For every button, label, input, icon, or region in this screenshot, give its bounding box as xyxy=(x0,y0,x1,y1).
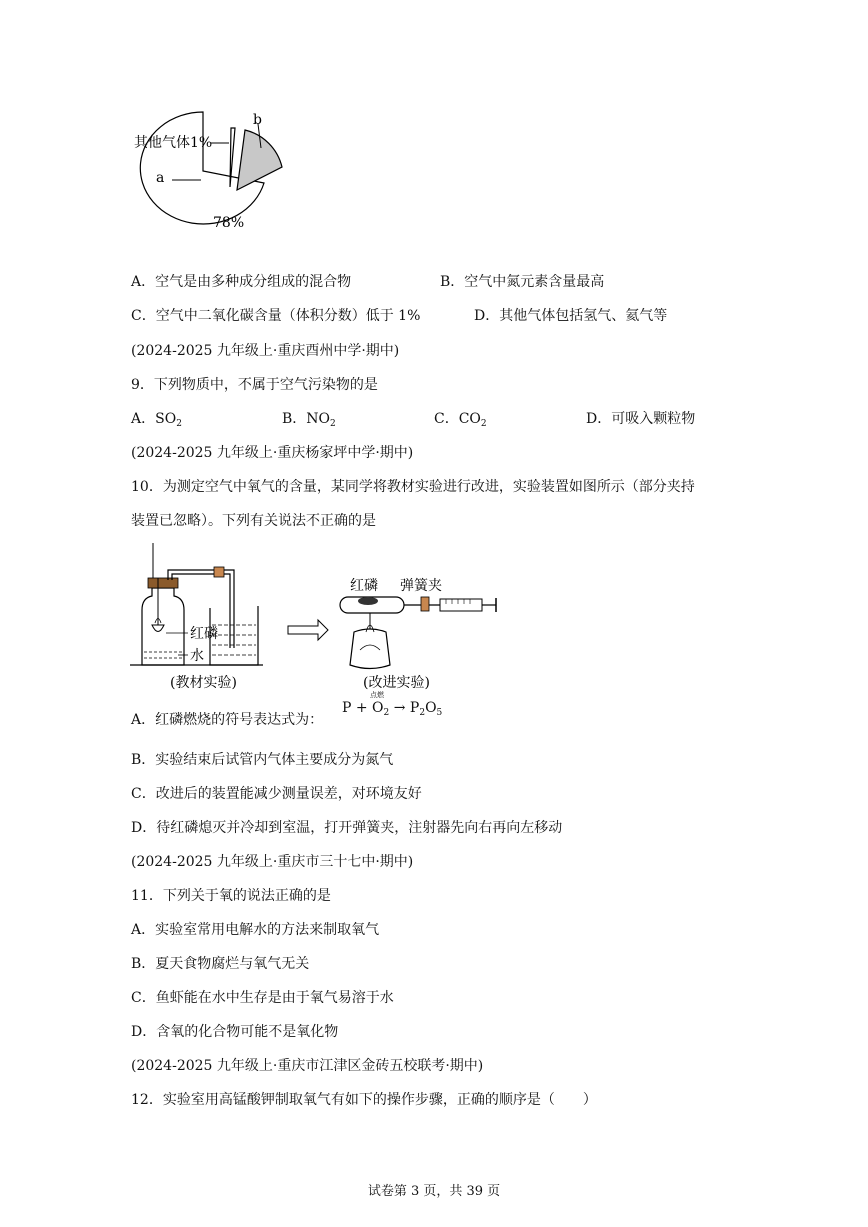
q11-option-d[interactable]: D．含氧的化合物可能不是氧化物 xyxy=(131,1024,339,1040)
pie-label-a: a xyxy=(156,170,165,186)
q8-option-a[interactable]: A．空气是由多种成分组成的混合物 xyxy=(131,274,352,290)
q10-source: (2024-2025 九年级上·重庆杨家坪中学·期中) xyxy=(131,445,414,461)
q9-option-c[interactable]: C．$CO_2$ xyxy=(434,411,487,429)
fig-label-water: 水 xyxy=(190,648,204,664)
q12-stem: 12．实验室用高锰酸钾制取氧气有如下的操作步骤，正确的顺序是（ ） xyxy=(131,1092,597,1108)
q10-option-b[interactable]: B．实验结束后试管内气体主要成分为氮气 xyxy=(131,752,394,768)
fig-caption-textbook: (教材实验) xyxy=(170,675,237,691)
page-footer: 试卷第 3 页，共 39 页 xyxy=(367,1184,501,1199)
fig-label-red-phosphorus-left: 红磷 xyxy=(190,626,218,642)
fig-label-red-phosphorus-right: 红磷 xyxy=(350,578,378,594)
q10-stem-line1: 10．为测定空气中氧气的含量，某同学将教材实验进行改进，实验装置如图所示（部分夹持 xyxy=(131,479,695,495)
q11-source: (2024-2025 九年级上·重庆市三十七中·期中) xyxy=(131,854,414,870)
fig-label-spring-clip: 弹簧夹 xyxy=(400,578,442,594)
q10-stem-line2: 装置已忽略）。下列有关说法不正确的是 xyxy=(131,513,376,529)
experiment-apparatus-figure xyxy=(128,540,508,695)
q8-option-c[interactable]: C．空气中二氧化碳含量（体积分数）低于 1% xyxy=(131,308,421,324)
q9-option-b[interactable]: B．$NO_2$ xyxy=(282,411,336,429)
q11-option-a[interactable]: A．实验室常用电解水的方法来制取氧气 xyxy=(131,922,380,938)
q11-option-b[interactable]: B．夏天食物腐烂与氧气无关 xyxy=(131,956,310,972)
pie-label-other: 其他气体1% xyxy=(134,135,213,151)
q8-option-b[interactable]: B．空气中氮元素含量最高 xyxy=(440,274,605,290)
combustion-equation: 点燃 $P + O_2 \to P_2O_5$ xyxy=(342,691,443,718)
q10-option-c[interactable]: C．改进后的装置能减少测量误差，对环境友好 xyxy=(131,786,422,802)
q9-option-a[interactable]: A．$SO_2$ xyxy=(131,411,182,429)
q9-stem: 9．下列物质中，不属于空气污染物的是 xyxy=(131,377,378,393)
pie-label-b: b xyxy=(253,112,262,128)
pie-label-pct: 78% xyxy=(213,215,245,231)
fig-caption-improved: (改进实验) xyxy=(363,675,430,691)
q9-option-d[interactable]: D．可吸入颗粒物 xyxy=(586,411,696,427)
q10-option-d[interactable]: D．待红磷熄灭并冷却到室温，打开弹簧夹，注射器先向右再向左移动 xyxy=(131,820,563,836)
q9-source: (2024-2025 九年级上·重庆酉州中学·期中) xyxy=(131,343,400,359)
q11-stem: 11．下列关于氧的说法正确的是 xyxy=(131,888,331,904)
air-composition-pie-chart xyxy=(125,110,295,260)
equation-condition: 点燃 xyxy=(370,691,384,699)
q12-source: (2024-2025 九年级上·重庆市江津区金砖五校联考·期中) xyxy=(131,1058,484,1074)
q11-option-c[interactable]: C．鱼虾能在水中生存是由于氧气易溶于水 xyxy=(131,990,394,1006)
q10-option-a[interactable]: A．红磷燃烧的符号表达式为： xyxy=(131,712,324,728)
q8-option-d[interactable]: D．其他气体包括氢气、氦气等 xyxy=(474,308,668,324)
